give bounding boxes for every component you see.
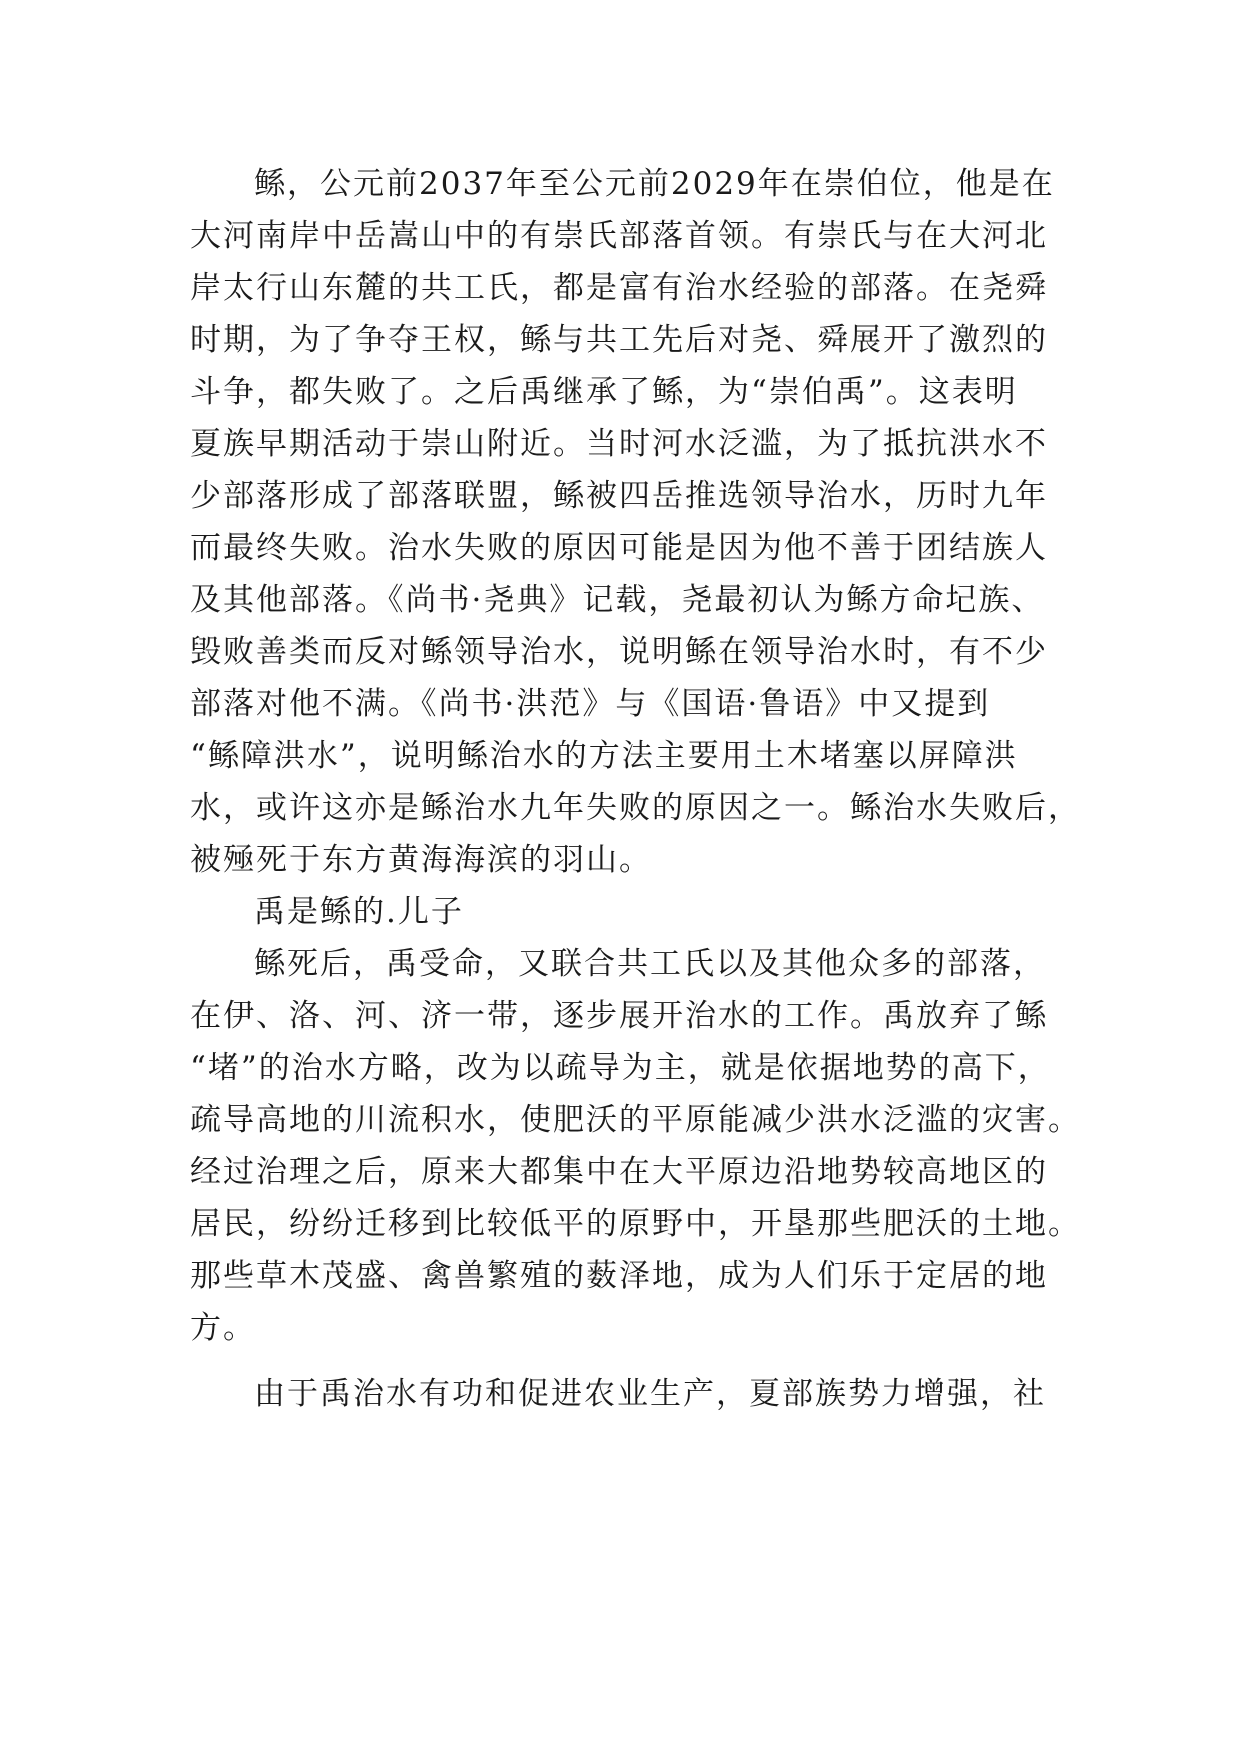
paragraph-3-line-6: 居民，纷纷迁移到比较低平的原野中，开垦那些肥沃的土地。 bbox=[190, 1206, 1081, 1242]
paragraph-1-line-5: 斗争，都失败了。之后禹继承了鲧，为“崇伯禹”。这表明 bbox=[190, 374, 1018, 410]
paragraph-1-line-12: “鲧障洪水”，说明鲧治水的方法主要用土木堵塞以屏障洪 bbox=[190, 738, 1018, 774]
body-text bbox=[190, 158, 1081, 1420]
paragraph-1-line-14: 被殛死于东方黄海海滨的羽山。 bbox=[190, 842, 652, 878]
paragraph-gap bbox=[190, 1354, 1070, 1368]
paragraph-3-line-5: 经过治理之后，原来大都集中在大平原边沿地势较高地区的 bbox=[190, 1154, 1048, 1190]
paragraph-1-line-10: 毁败善类而反对鲧领导治水，说明鲧在领导治水时，有不少 bbox=[190, 634, 1048, 670]
paragraph-1-line-7: 少部落形成了部落联盟，鲧被四岳推选领导治水，历时九年 bbox=[190, 478, 1048, 514]
paragraph-3-line-1: 鲧死后，禹受命，又联合共工氏以及其他众多的部落， bbox=[254, 946, 1046, 982]
paragraph-3-line-4: 疏导高地的川流积水，使肥沃的平原能减少洪水泛滥的灾害。 bbox=[190, 1102, 1081, 1138]
paragraph-3-line-7: 那些草木茂盛、禽兽繁殖的薮泽地，成为人们乐于定居的地 bbox=[190, 1258, 1048, 1294]
paragraph-3-line-8: 方。 bbox=[190, 1310, 256, 1346]
paragraph-1-line-1: 鲧，公元前2037年至公元前2029年在崇伯位，他是在 bbox=[254, 166, 1055, 202]
paragraph-1-line-2: 大河南岸中岳嵩山中的有崇氏部落首领。有崇氏与在大河北 bbox=[190, 218, 1048, 254]
paragraph-3-line-3: “堵”的治水方略，改为以疏导为主，就是依据地势的高下， bbox=[190, 1050, 1051, 1086]
paragraph-2-line-1: 禹是鲧的.儿子 bbox=[254, 894, 464, 930]
paragraph-3-line-2: 在伊、洛、河、济一带，逐步展开治水的工作。禹放弃了鲧 bbox=[190, 998, 1048, 1034]
paragraph-1-line-11: 部落对他不满。《尚书·洪范》与《国语·鲁语》中又提到 bbox=[190, 686, 991, 722]
paragraph-4-line-1: 由于禹治水有功和促进农业生产，夏部族势力增强，社 bbox=[254, 1376, 1046, 1412]
paragraph-1-line-8: 而最终失败。治水失败的原因可能是因为他不善于团结族人 bbox=[190, 530, 1048, 566]
paragraph-1-line-6: 夏族早期活动于崇山附近。当时河水泛滥，为了抵抗洪水不 bbox=[190, 426, 1048, 462]
paragraph-1-line-9: 及其他部落。《尚书·尧典》记载，尧最初认为鲧方命圮族、 bbox=[190, 582, 1045, 618]
paragraph-1-line-13: 水，或许这亦是鲧治水九年失败的原因之一。鲧治水失败后， bbox=[190, 790, 1081, 826]
paragraph-1-line-3: 岸太行山东麓的共工氏，都是富有治水经验的部落。在尧舜 bbox=[190, 270, 1048, 306]
paragraph-1-line-4: 时期，为了争夺王权，鲧与共工先后对尧、舜展开了激烈的 bbox=[190, 322, 1048, 358]
